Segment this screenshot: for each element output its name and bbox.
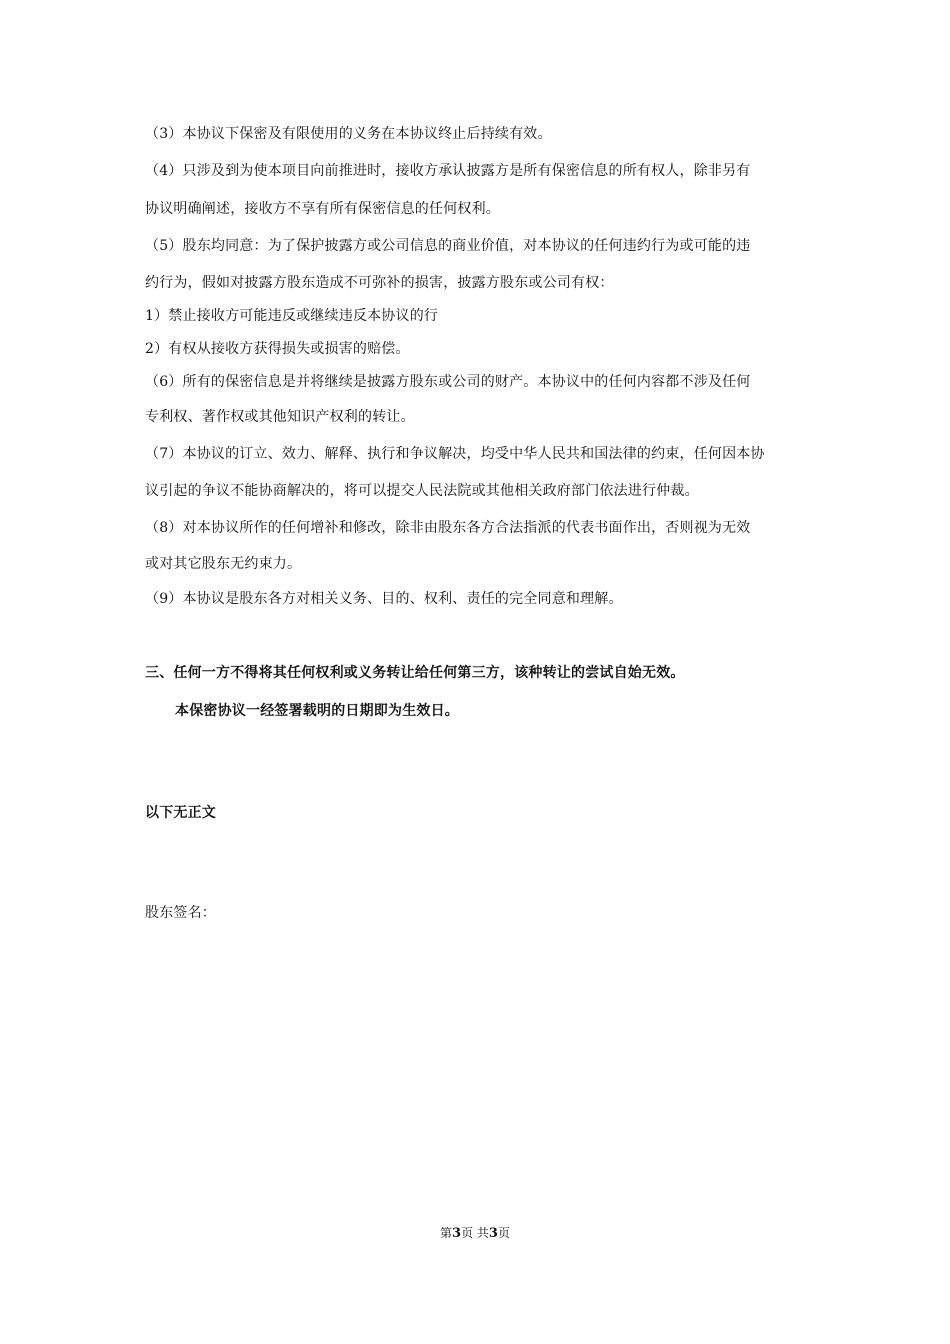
clause-4-line-2: 协议明确阐述，接收方不享有所有保密信息的任何权利。 xyxy=(145,201,500,217)
end-of-text-note: 以下无正文 xyxy=(145,805,216,821)
effective-date-statement: 本保密协议一经签署载明的日期即为生效日。 xyxy=(175,703,459,719)
footer-page-number: 3 xyxy=(452,1226,462,1241)
clause-7-line-2: 议引起的争议不能协商解决的，将可以提交人民法院或其他相关政府部门依法进行仲裁。 xyxy=(145,483,699,499)
clause-6-line-2: 专利权、著作权或其他知识产权利的转让。 xyxy=(145,409,415,425)
clause-5-line-2: 约行为，假如对披露方股东造成不可弥补的损害，披露方股东或公司有权： xyxy=(145,275,614,291)
clause-8-line-2: 或对其它股东无约束力。 xyxy=(145,556,302,572)
clause-3: （3）本协议下保密及有限使用的义务在本协议终止后持续有效。 xyxy=(145,126,552,142)
clause-5-line-1: （5）股东均同意：为了保护披露方或公司信息的商业价值，对本协议的任何违约行为或可能的违 xyxy=(145,238,751,254)
clause-5-item-1: 1）禁止接收方可能违反或继续违反本协议的行 xyxy=(145,308,439,324)
clause-6-line-1: （6）所有的保密信息是并将继续是披露方股东或公司的财产。本协议中的任何内容都不涉及任何 xyxy=(145,374,751,390)
footer-prefix: 第 xyxy=(440,1226,453,1240)
clause-9: （9）本协议是股东各方对相关义务、目的、权利、责任的完全同意和理解。 xyxy=(145,591,623,607)
page-footer xyxy=(0,1224,950,1243)
clause-7-line-1: （7）本协议的订立、效力、解释、执行和争议解决，均受中华人民共和国法律的约束，任何因本协 xyxy=(145,446,765,462)
clause-5-item-2: 2）有权从接收方获得损失或损害的赔偿。 xyxy=(145,341,410,357)
footer-middle: 页 共 xyxy=(461,1226,489,1240)
clause-4-line-1: （4）只涉及到为使本项目向前推进时，接收方承认披露方是所有保密信息的所有权人，除非另有 xyxy=(145,163,751,179)
footer-suffix: 页 xyxy=(497,1226,510,1240)
footer-total-pages: 3 xyxy=(488,1226,498,1241)
clause-8-line-1: （8）对本协议所作的任何增补和修改，除非由股东各方合法指派的代表书面作出，否则视为无效 xyxy=(145,520,751,536)
shareholder-signature-label: 股东签名： xyxy=(145,905,216,921)
section-3-heading: 三、任何一方不得将其任何权利或义务转让给任何第三方，该种转让的尝试自始无效。 xyxy=(145,665,685,681)
